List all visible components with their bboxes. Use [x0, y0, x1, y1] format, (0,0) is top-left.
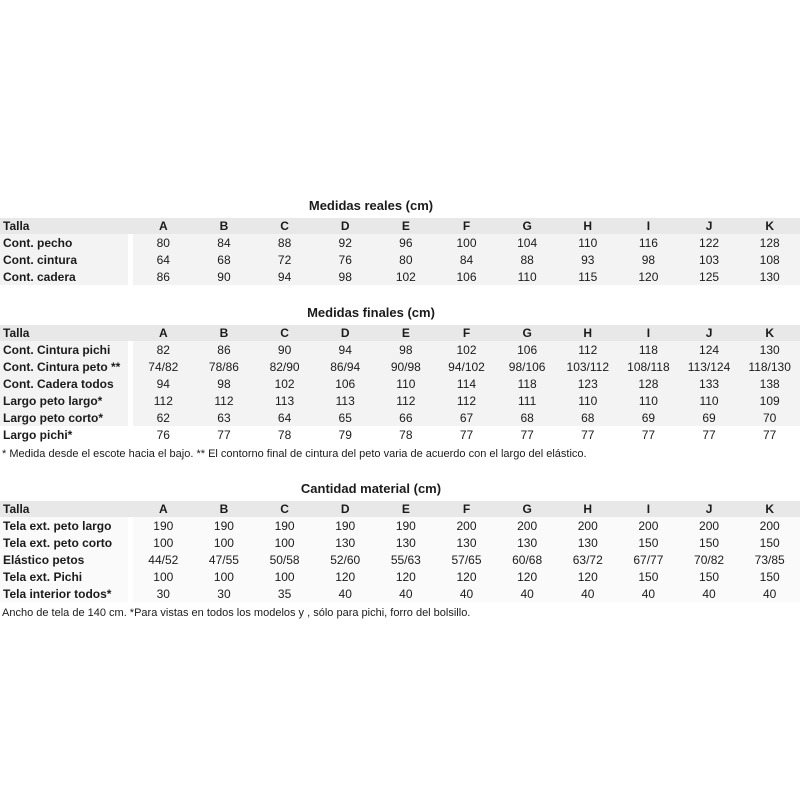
column-header: B [219, 219, 229, 233]
cell-value: 123 [577, 376, 598, 391]
cell-value: 190 [213, 518, 234, 533]
cell-value: 94 [338, 342, 352, 357]
column-header: A [158, 326, 168, 340]
row-label: Cont. cadera [0, 268, 133, 285]
cell-value: 76 [156, 427, 170, 442]
cell-value: 76 [338, 252, 352, 267]
table-row [0, 426, 800, 443]
cell-value: 130 [517, 535, 538, 550]
table-title: Medidas reales (cm) [308, 198, 434, 213]
column-header: C [280, 502, 289, 516]
cell-value: 100 [456, 235, 477, 250]
row-label: Tela ext. peto corto [0, 534, 133, 551]
column-header: D [340, 219, 350, 233]
column-header: H [583, 326, 593, 340]
cell-value: 130 [335, 535, 356, 550]
cell-value: 77 [217, 427, 231, 442]
cell-value: 138 [759, 376, 780, 391]
cell-value: 82/90 [269, 359, 300, 374]
cell-value: 118 [517, 376, 537, 391]
cell-value: 118/130 [748, 359, 791, 374]
cell-value: 115 [578, 269, 598, 284]
cell-value: 63/72 [572, 552, 603, 567]
cell-value: 120 [577, 569, 598, 584]
cell-value: 40 [641, 586, 656, 601]
table-title: Cantidad material (cm) [300, 481, 442, 496]
table-section-medidas-finales [0, 304, 800, 461]
cell-value: 82 [156, 342, 170, 357]
cell-value: 94 [156, 376, 170, 391]
cell-value: 64 [277, 410, 292, 425]
cell-value: 100 [213, 535, 234, 550]
column-header: E [401, 502, 410, 516]
table-section-cantidad-material [0, 480, 800, 620]
table-row [0, 251, 800, 268]
cell-value: 84 [217, 235, 231, 250]
row-label: Cont. pecho [0, 234, 133, 251]
table-row [0, 534, 800, 551]
cell-value: 110 [396, 376, 416, 391]
cell-value: 100 [213, 569, 234, 584]
column-header: E [401, 219, 410, 233]
cell-value: 190 [153, 518, 174, 533]
row-label: Elástico petos [0, 551, 133, 568]
row-label: Largo peto largo* [0, 392, 133, 409]
cell-value: 112 [214, 393, 234, 408]
cell-value: 200 [699, 518, 720, 533]
column-header: I [646, 502, 651, 516]
cell-value: 98 [641, 252, 656, 267]
cell-value: 120 [395, 569, 416, 584]
table-row [0, 409, 800, 426]
table-header-row [0, 501, 800, 517]
cell-value: 77 [641, 427, 656, 442]
table-row [0, 585, 800, 602]
cell-value: 79 [338, 427, 352, 442]
cell-value: 30 [217, 586, 231, 601]
row-label: Cont. Cadera todos [0, 375, 133, 392]
row-label: Talla [3, 326, 30, 340]
row-label: Tela ext. peto largo [0, 517, 133, 534]
table-row [0, 234, 800, 251]
cell-value: 50/58 [269, 552, 300, 567]
column-header: J [705, 502, 713, 516]
cell-value: 150 [699, 569, 720, 584]
cell-value: 77 [581, 427, 595, 442]
cell-value: 63 [217, 410, 231, 425]
column-header: D [340, 326, 350, 340]
row-label: Talla [3, 219, 30, 233]
cell-value: 80 [156, 235, 170, 250]
cell-value: 70/82 [694, 552, 725, 567]
cell-value: 200 [517, 518, 538, 533]
cell-value: 106 [456, 269, 477, 284]
table-title: Medidas finales (cm) [307, 305, 435, 320]
cell-value: 55/63 [390, 552, 421, 567]
cell-value: 68 [581, 410, 595, 425]
column-header: I [646, 219, 651, 233]
cell-value: 73/85 [754, 552, 785, 567]
cell-value: 200 [577, 518, 598, 533]
cell-value: 125 [699, 269, 720, 284]
cell-value: 44/52 [148, 552, 179, 567]
table-row [0, 268, 800, 285]
cell-value: 150 [638, 569, 659, 584]
cell-value: 100 [153, 569, 174, 584]
cell-value: 150 [759, 569, 780, 584]
cell-value: 110 [699, 393, 719, 408]
cell-value: 200 [456, 518, 477, 533]
cell-value: 110 [638, 393, 658, 408]
cell-value: 62 [156, 410, 170, 425]
cell-value: 66 [399, 410, 413, 425]
cell-value: 150 [638, 535, 659, 550]
column-header: K [765, 502, 775, 516]
cell-value: 77 [459, 427, 474, 442]
cell-value: 70 [763, 410, 777, 425]
size-table [0, 218, 800, 285]
column-header: J [705, 219, 713, 233]
cell-value: 90 [277, 342, 292, 357]
cell-value: 113/124 [687, 359, 731, 374]
cell-value: 100 [274, 535, 295, 550]
cell-value: 102 [456, 342, 477, 357]
cell-value: 111 [518, 393, 537, 408]
cell-value: 103 [699, 252, 720, 267]
column-header: F [462, 326, 471, 340]
cell-value: 86 [217, 342, 231, 357]
column-header: B [219, 326, 229, 340]
cell-value: 112 [396, 393, 416, 408]
cell-value: 112 [153, 393, 173, 408]
column-header: B [219, 502, 229, 516]
cell-value: 74/82 [148, 359, 179, 374]
column-header: G [522, 219, 532, 233]
column-header: C [280, 326, 289, 340]
cell-value: 120 [517, 569, 538, 584]
cell-value: 52/60 [330, 552, 361, 567]
cell-value: 102 [395, 269, 416, 284]
table-row [0, 517, 800, 534]
row-label: Cont. Cintura peto ** [0, 358, 133, 375]
cell-value: 100 [274, 569, 295, 584]
cell-value: 108/118 [627, 359, 670, 374]
cell-value: 65 [338, 410, 352, 425]
cell-value: 40 [763, 586, 777, 601]
table-header-row [0, 218, 800, 234]
cell-value: 124 [699, 342, 720, 357]
cell-value: 130 [456, 535, 477, 550]
table-header-row [0, 325, 800, 341]
row-label: Tela interior todos* [0, 585, 133, 602]
table-row [0, 341, 800, 358]
cell-value: 102 [274, 376, 295, 391]
cell-value: 68 [217, 252, 231, 267]
cell-value: 67 [459, 410, 474, 425]
cell-value: 90/98 [390, 359, 421, 374]
cell-value: 110 [578, 235, 598, 250]
column-header: D [340, 502, 350, 516]
cell-value: 40 [581, 586, 595, 601]
cell-value: 94 [277, 269, 292, 284]
cell-value: 86 [156, 269, 170, 284]
size-table [0, 501, 800, 602]
row-label: Largo pichi* [0, 426, 133, 443]
cell-value: 67/77 [633, 552, 664, 567]
cell-value: 78 [399, 427, 413, 442]
cell-value: 112 [578, 342, 598, 357]
table-row [0, 375, 800, 392]
footnote: * Medida desde el escote hacia el bajo. ** El contorno final de cintura del peto varia de acuerdo con el largo del elástico. [2, 448, 587, 460]
cell-value: 64 [156, 252, 170, 267]
cell-value: 104 [517, 235, 538, 250]
column-header: A [158, 219, 168, 233]
cell-value: 120 [638, 269, 659, 284]
cell-value: 78/86 [208, 359, 239, 374]
cell-value: 88 [277, 235, 292, 250]
cell-value: 40 [338, 586, 352, 601]
cell-value: 77 [520, 427, 534, 442]
measurement-sheet [0, 197, 800, 639]
cell-value: 86/94 [330, 359, 361, 374]
column-header: K [765, 219, 775, 233]
cell-value: 110 [517, 269, 537, 284]
cell-value: 112 [456, 393, 477, 408]
column-header: K [765, 326, 775, 340]
column-header: A [158, 502, 168, 516]
cell-value: 98 [338, 269, 352, 284]
cell-value: 118 [638, 342, 658, 357]
cell-value: 69 [702, 410, 716, 425]
cell-value: 77 [702, 427, 716, 442]
cell-value: 78 [277, 427, 292, 442]
cell-value: 190 [395, 518, 416, 533]
column-header: I [646, 326, 651, 340]
column-header: H [583, 502, 593, 516]
cell-value: 93 [581, 252, 595, 267]
cell-value: 90 [217, 269, 231, 284]
cell-value: 116 [638, 235, 658, 250]
cell-value: 113 [275, 393, 295, 408]
cell-value: 68 [520, 410, 534, 425]
cell-value: 69 [641, 410, 656, 425]
cell-value: 40 [520, 586, 534, 601]
column-header: F [462, 219, 471, 233]
cell-value: 88 [520, 252, 534, 267]
cell-value: 106 [335, 376, 356, 391]
cell-value: 40 [399, 586, 413, 601]
column-header: J [705, 326, 713, 340]
cell-value: 40 [459, 586, 474, 601]
cell-value: 128 [759, 235, 780, 250]
cell-value: 128 [638, 376, 659, 391]
row-label: Cont. Cintura pichi [0, 341, 133, 358]
cell-value: 130 [759, 269, 780, 284]
cell-value: 94/102 [448, 359, 485, 374]
cell-value: 200 [638, 518, 659, 533]
column-header: C [280, 219, 289, 233]
column-header: G [522, 326, 532, 340]
size-table [0, 325, 800, 443]
row-label: Tela ext. Pichi [0, 568, 133, 585]
column-header: F [462, 502, 471, 516]
cell-value: 72 [277, 252, 292, 267]
cell-value: 109 [759, 393, 780, 408]
row-label: Talla [3, 502, 30, 516]
table-row [0, 551, 800, 568]
cell-value: 96 [399, 235, 413, 250]
column-header: G [522, 502, 532, 516]
cell-value: 190 [335, 518, 356, 533]
cell-value: 92 [338, 235, 352, 250]
table-row [0, 358, 800, 375]
cell-value: 150 [699, 535, 720, 550]
cell-value: 130 [395, 535, 416, 550]
cell-value: 133 [699, 376, 720, 391]
column-header: H [583, 219, 593, 233]
row-label: Largo peto corto* [0, 409, 133, 426]
cell-value: 200 [759, 518, 780, 533]
cell-value: 98 [217, 376, 231, 391]
footnote: Ancho de tela de 140 cm. *Para vistas en todos los modelos y , sólo para pichi, forro del bolsillo. [2, 607, 471, 619]
cell-value: 103/112 [566, 359, 610, 374]
cell-value: 30 [156, 586, 170, 601]
cell-value: 122 [699, 235, 720, 250]
cell-value: 150 [759, 535, 780, 550]
cell-value: 120 [335, 569, 356, 584]
cell-value: 35 [277, 586, 292, 601]
cell-value: 77 [763, 427, 777, 442]
cell-value: 80 [399, 252, 413, 267]
cell-value: 130 [759, 342, 780, 357]
cell-value: 113 [335, 393, 355, 408]
cell-value: 114 [456, 376, 477, 391]
table-row [0, 392, 800, 409]
cell-value: 98 [399, 342, 413, 357]
cell-value: 130 [577, 535, 598, 550]
cell-value: 100 [153, 535, 174, 550]
cell-value: 57/65 [451, 552, 482, 567]
cell-value: 110 [578, 393, 598, 408]
cell-value: 60/68 [512, 552, 543, 567]
cell-value: 108 [759, 252, 780, 267]
cell-value: 47/55 [208, 552, 239, 567]
cell-value: 190 [274, 518, 295, 533]
row-label: Cont. cintura [0, 251, 133, 268]
column-header: E [401, 326, 410, 340]
cell-value: 84 [459, 252, 474, 267]
cell-value: 106 [517, 342, 538, 357]
cell-value: 40 [702, 586, 716, 601]
cell-value: 120 [456, 569, 477, 584]
table-section-medidas-reales [0, 197, 800, 285]
table-row [0, 568, 800, 585]
cell-value: 98/106 [508, 359, 546, 374]
